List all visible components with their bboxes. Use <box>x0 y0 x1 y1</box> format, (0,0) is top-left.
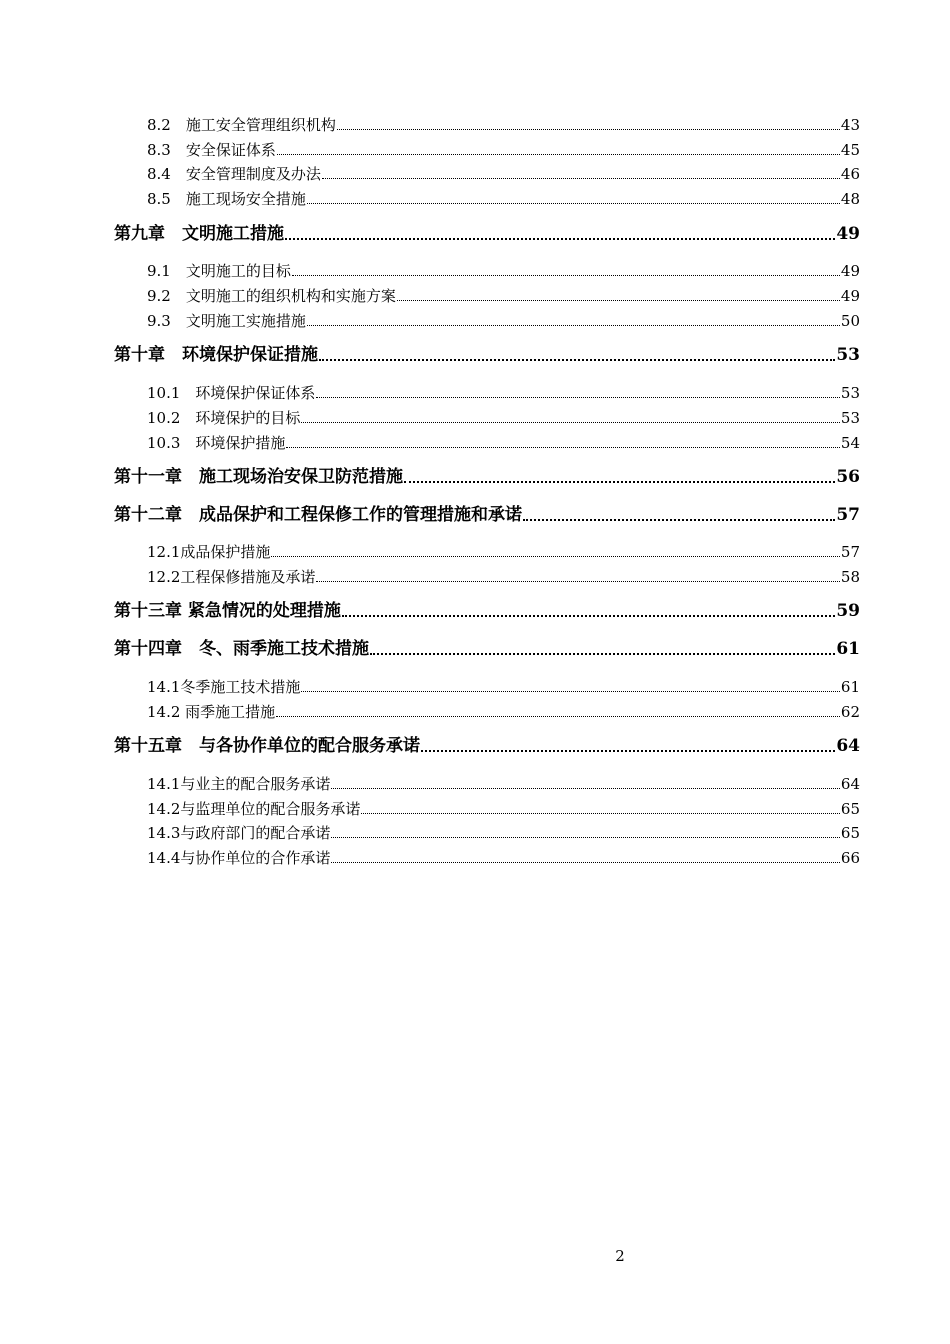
dot-leader <box>404 481 835 483</box>
dot-leader <box>331 837 840 838</box>
toc-section-entry[interactable] <box>147 383 860 403</box>
toc-section-entry[interactable] <box>147 164 860 184</box>
dot-leader <box>342 615 835 617</box>
toc-entry-page: 49 <box>840 287 860 305</box>
toc-entry-page: 65 <box>840 800 860 818</box>
toc-chapter-entry[interactable] <box>114 503 860 527</box>
toc-entry-page: 53 <box>840 384 860 402</box>
toc-entry-label: 第十章 环境保护保证措施 <box>114 345 318 365</box>
dot-leader <box>292 275 840 276</box>
toc-entry-page: 49 <box>840 262 860 280</box>
toc-entry-label: 8.2 施工安全管理组织机构 <box>147 116 336 134</box>
toc-section-entry[interactable] <box>147 115 860 135</box>
dot-leader <box>397 300 840 301</box>
toc-entry-label: 第九章 文明施工措施 <box>114 224 284 244</box>
toc-entry-label: 14.3与政府部门的配合承诺 <box>147 824 331 842</box>
toc-entry-label: 第十五章 与各协作单位的配合服务承诺 <box>114 736 420 756</box>
toc-entry-page: 43 <box>840 116 860 134</box>
toc-entry-page: 66 <box>840 849 860 867</box>
toc-chapter-entry[interactable] <box>114 222 860 246</box>
dot-leader <box>331 788 840 789</box>
toc-entry-page: 56 <box>836 467 860 487</box>
toc-entry-page: 48 <box>840 190 860 208</box>
toc-entry-page: 54 <box>840 434 860 452</box>
dot-leader <box>301 422 840 423</box>
toc-entry-label: 14.1与业主的配合服务承诺 <box>147 775 331 793</box>
toc-entry-page: 64 <box>836 736 860 756</box>
toc-section-entry[interactable] <box>147 823 860 843</box>
dot-leader <box>307 325 840 326</box>
toc-entry-label: 14.4与协作单位的合作承诺 <box>147 849 331 867</box>
dot-leader <box>285 238 835 240</box>
toc-entry-label: 10.2 环境保护的目标 <box>147 409 301 427</box>
dot-leader <box>523 519 835 521</box>
toc-entry-page: 49 <box>836 224 860 244</box>
toc-entry-label: 14.1冬季施工技术措施 <box>147 678 301 696</box>
toc-entry-label: 14.2 雨季施工措施 <box>147 703 276 721</box>
toc-entry-page: 50 <box>840 312 860 330</box>
toc-chapter-entry[interactable] <box>114 343 860 367</box>
toc-section-entry[interactable] <box>147 286 860 306</box>
toc-entry-label: 8.5 施工现场安全措施 <box>147 190 306 208</box>
toc-entry-page: 57 <box>840 543 860 561</box>
toc-entry-page: 46 <box>840 165 860 183</box>
toc-chapter-entry[interactable] <box>114 637 860 661</box>
toc-section-entry[interactable] <box>147 799 860 819</box>
toc-chapter-entry[interactable] <box>114 734 860 758</box>
toc-entry-label: 14.2与监理单位的配合服务承诺 <box>147 800 361 818</box>
toc-entry-label: 9.3 文明施工实施措施 <box>147 312 306 330</box>
toc-entry-page: 61 <box>836 639 860 659</box>
dot-leader <box>271 556 840 557</box>
toc-entry-label: 第十二章 成品保护和工程保修工作的管理措施和承诺 <box>114 505 522 525</box>
toc-entry-page: 53 <box>836 345 860 365</box>
toc-section-entry[interactable] <box>147 702 860 722</box>
toc-entry-label: 9.2 文明施工的组织机构和实施方案 <box>147 287 396 305</box>
toc-entry-page: 53 <box>840 409 860 427</box>
dot-leader <box>301 691 840 692</box>
dot-leader <box>276 716 840 717</box>
toc-section-entry[interactable] <box>147 848 860 868</box>
toc-section-entry[interactable] <box>147 677 860 697</box>
dot-leader <box>337 129 840 130</box>
toc-section-entry[interactable] <box>147 433 860 453</box>
toc-entry-label: 第十四章 冬、雨季施工技术措施 <box>114 639 369 659</box>
toc-entry-page: 65 <box>840 824 860 842</box>
toc-entry-label: 第十三章 紧急情况的处理措施 <box>114 601 341 621</box>
toc-entry-label: 8.4 安全管理制度及办法 <box>147 165 321 183</box>
toc-entry-label: 12.2工程保修措施及承诺 <box>147 568 316 586</box>
toc-chapter-entry[interactable] <box>114 599 860 623</box>
dot-leader <box>421 750 835 752</box>
dot-leader <box>316 581 840 582</box>
toc-entry-label: 12.1成品保护措施 <box>147 543 271 561</box>
dot-leader <box>370 653 835 655</box>
toc-chapter-entry[interactable] <box>114 465 860 489</box>
toc-entry-label: 第十一章 施工现场治安保卫防范措施 <box>114 467 403 487</box>
toc-entry-page: 62 <box>840 703 860 721</box>
toc-section-entry[interactable] <box>147 774 860 794</box>
toc-section-entry[interactable] <box>147 408 860 428</box>
toc-entry-page: 57 <box>836 505 860 525</box>
toc-entry-label: 10.3 环境保护措施 <box>147 434 286 452</box>
page-number: 2 <box>615 1247 625 1265</box>
dot-leader <box>307 203 840 204</box>
toc-section-entry[interactable] <box>147 542 860 562</box>
toc-section-entry[interactable] <box>147 189 860 209</box>
toc-entry-label: 9.1 文明施工的目标 <box>147 262 291 280</box>
toc-section-entry[interactable] <box>147 567 860 587</box>
dot-leader <box>319 359 835 361</box>
toc-entry-page: 58 <box>840 568 860 586</box>
dot-leader <box>361 813 840 814</box>
toc-section-entry[interactable] <box>147 140 860 160</box>
toc-section-entry[interactable] <box>147 261 860 281</box>
dot-leader <box>322 178 840 179</box>
toc-entry-page: 45 <box>840 141 860 159</box>
toc-entry-label: 8.3 安全保证体系 <box>147 141 276 159</box>
dot-leader <box>277 154 840 155</box>
toc-entry-page: 59 <box>836 601 860 621</box>
toc-entry-label: 10.1 环境保护保证体系 <box>147 384 316 402</box>
dot-leader <box>286 447 840 448</box>
dot-leader <box>331 862 840 863</box>
dot-leader <box>316 397 840 398</box>
toc-section-entry[interactable] <box>147 311 860 331</box>
toc-entry-page: 64 <box>840 775 860 793</box>
toc-entry-page: 61 <box>840 678 860 696</box>
